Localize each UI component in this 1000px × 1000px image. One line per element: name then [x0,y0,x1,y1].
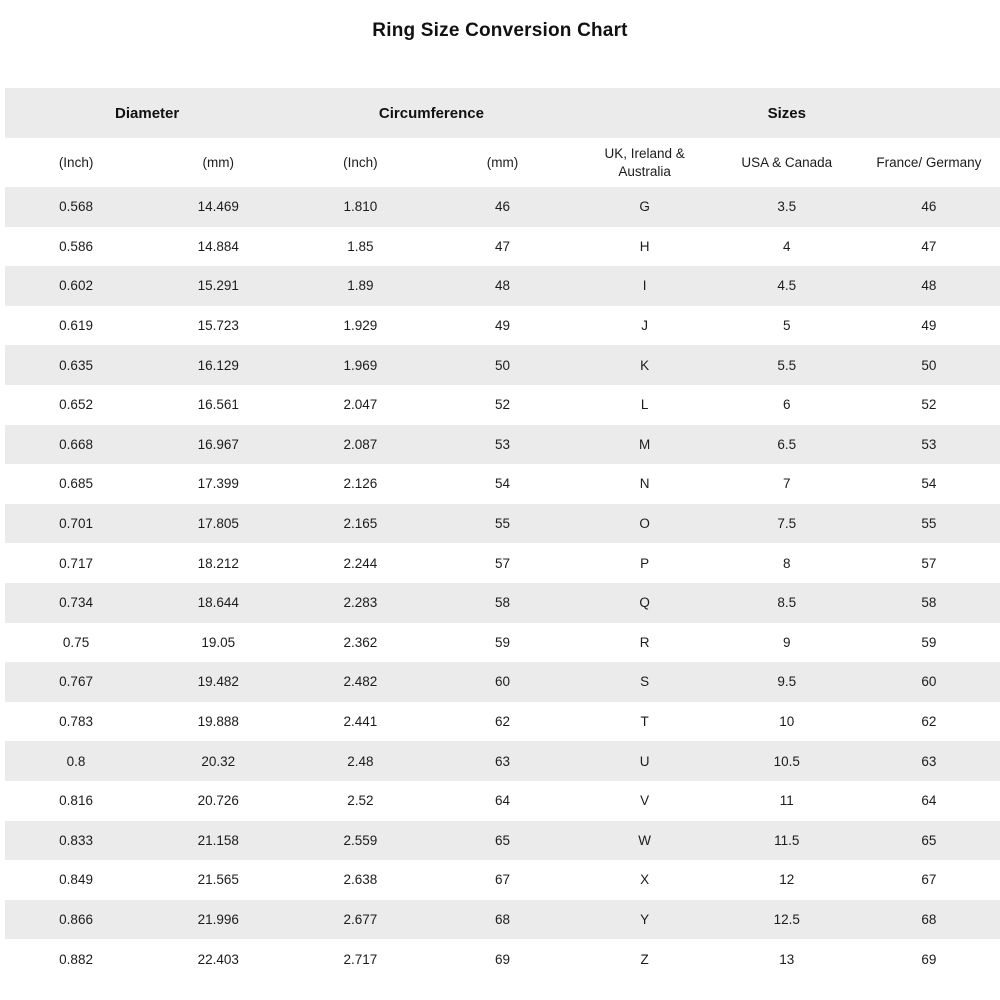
table-cell: 2.165 [343,516,378,532]
table-cell: 5.5 [777,357,797,373]
table-cell: 0.734 [59,595,93,611]
table-cell: 6.5 [777,436,797,452]
table-cell: 16.561 [197,397,239,413]
table-cell: 19.482 [197,674,239,690]
table-cell: T [640,714,649,730]
table-cell: J [641,318,648,334]
table-cell: 55 [494,516,510,532]
table-cell: 2.559 [343,832,378,848]
table-cell: 18.212 [197,555,239,571]
table-cell: 1.89 [347,278,374,294]
table-cell: 9 [783,634,791,650]
table-row [5,623,1000,663]
table-cell: 49 [494,318,510,334]
table-row [5,781,1000,821]
table-row [5,900,1000,940]
table-cell: 21.158 [197,832,239,848]
table-cell: 15.723 [197,318,239,334]
page-title: Ring Size Conversion Chart [372,20,628,41]
table-cell: 0.783 [59,714,93,730]
column-header-mm: (mm) [486,154,519,170]
table-cell: 0.668 [59,436,93,452]
table-cell: 2.677 [343,911,378,927]
table-cell: 46 [494,199,510,215]
table-cell: 67 [921,872,937,888]
table-cell: 67 [494,872,510,888]
table-cell: 13 [779,951,795,967]
table-cell: 2.717 [343,951,378,967]
table-cell: 2.283 [343,595,378,611]
table-row [5,385,1000,425]
table-cell: 4.5 [777,278,797,294]
table-row [5,266,1000,306]
table-cell: 0.717 [59,555,93,571]
table-row [5,425,1000,465]
table-cell: 10.5 [773,753,800,769]
table-row [5,860,1000,900]
table-cell: R [639,634,650,650]
table-cell: 2.52 [347,793,374,809]
table-cell: 2.126 [343,476,378,492]
table-row [5,345,1000,385]
table-cell: 12 [779,872,795,888]
table-cell: 63 [494,753,510,769]
table-cell: X [640,872,650,888]
table-cell: K [640,357,650,373]
table-cell: 8.5 [777,595,797,611]
table-cell: 49 [921,318,937,334]
table-cell: W [638,832,651,848]
table-cell: 1.969 [343,357,378,373]
table-cell: 58 [494,595,510,611]
table-cell: 60 [494,674,510,690]
table-cell: O [639,516,650,532]
table-cell: 65 [494,832,510,848]
table-row [5,939,1000,979]
table-cell: 0.8 [66,753,86,769]
table-cell: 2.482 [343,674,378,690]
table-row [5,306,1000,346]
table-cell: 11.5 [774,832,800,848]
column-header-uk-ireland-australia: UK, Ireland & Australia [604,145,685,179]
table-cell: 2.087 [343,436,378,452]
table-group-header-row [5,88,1000,138]
table-cell: 9.5 [777,674,797,690]
table-cell: 22.403 [197,951,239,967]
table-cell: 64 [921,793,937,809]
table-cell: 11 [779,793,794,809]
table-cell: 53 [494,436,510,452]
table-cell: 2.362 [343,634,378,650]
table-cell: 46 [921,199,937,215]
table-cell: 1.85 [347,238,374,254]
table-cell: 20.726 [197,793,239,809]
table-cell: 19.05 [201,634,236,650]
table-cell: 1.929 [343,318,378,334]
table-cell: 16.129 [197,357,239,373]
table-cell: 14.469 [197,199,239,215]
table-row [5,821,1000,861]
table-cell: 50 [921,357,937,373]
table-row [5,543,1000,583]
table-cell: 4 [783,238,791,254]
table-cell: 59 [494,634,510,650]
table-cell: 2.244 [343,555,378,571]
table-cell: 16.967 [197,436,239,452]
table-cell: G [639,199,650,215]
table-cell: 48 [494,278,510,294]
table-cell: 21.565 [197,872,239,888]
table-cell: 48 [921,278,937,294]
table-cell: 0.619 [59,318,93,334]
table-cell: 52 [494,397,510,413]
table-cell: S [640,674,650,690]
table-cell: 64 [494,793,510,809]
table-row [5,741,1000,781]
table-cell: 2.48 [347,753,374,769]
table-cell: 0.849 [59,872,93,888]
table-cell: 19.888 [197,714,239,730]
table-cell: M [639,436,651,452]
table-cell: 14.884 [197,238,239,254]
table-cell: 0.767 [59,674,93,690]
group-header-sizes: Sizes [767,104,806,122]
table-cell: 0.635 [59,357,93,373]
column-header-mm: (mm) [202,154,234,170]
table-row [5,187,1000,227]
group-header-diameter: Diameter [115,104,180,122]
table-cell: 68 [921,911,937,927]
table-cell: V [640,793,650,809]
table-cell: Z [640,951,649,967]
table-cell: 7 [783,476,791,492]
table-cell: 3.5 [777,199,797,215]
table-cell: 0.685 [59,476,93,492]
table-cell: 69 [921,951,937,967]
table-cell: 7.5 [777,516,797,532]
table-cell: 0.816 [59,793,93,809]
table-cell: 6 [783,397,791,413]
table-body [5,187,1000,979]
table-cell: 58 [921,595,937,611]
table-row [5,227,1000,267]
table-cell: 8 [783,555,791,571]
table-cell: 1.810 [343,199,378,215]
table-cell: 57 [921,555,937,571]
table-cell: 47 [921,238,937,254]
table-cell: 59 [921,634,937,650]
table-cell: 53 [921,436,937,452]
table-cell: L [640,397,649,413]
table-cell: 12.5 [773,911,800,927]
table-row [5,583,1000,623]
table-cell: 2.638 [343,872,378,888]
table-cell: 0.602 [59,278,93,294]
table-row [5,464,1000,504]
table-cell: 20.32 [201,753,236,769]
ring-size-conversion-table [5,88,1000,979]
table-cell: N [639,476,650,492]
table-cell: 15.291 [197,278,239,294]
table-cell: 62 [921,714,937,730]
table-cell: P [640,555,650,571]
table-cell: 0.568 [59,199,93,215]
table-cell: 57 [494,555,510,571]
table-cell: 68 [494,911,510,927]
table-cell: 5 [783,318,791,334]
table-cell: 54 [494,476,510,492]
table-cell: 54 [921,476,937,492]
table-cell: 21.996 [197,911,239,927]
column-header-inch: (Inch) [343,154,378,170]
table-cell: 17.399 [197,476,239,492]
table-cell: Q [639,595,650,611]
table-cell: 52 [921,397,937,413]
table-cell: 0.866 [59,911,93,927]
column-header-france-germany: France/ Germany [876,154,982,170]
table-cell: 18.644 [197,595,239,611]
table-cell: Y [640,911,650,927]
column-header-usa-canada: USA & Canada [741,154,833,170]
group-header-circumference: Circumference [378,104,484,122]
table-cell: 55 [921,516,937,532]
table-cell: 63 [921,753,937,769]
table-column-header-row [5,138,1000,187]
table-cell: 0.586 [59,238,93,254]
table-cell: 0.75 [62,634,90,650]
table-cell: 0.833 [59,832,93,848]
table-cell: 47 [494,238,510,254]
table-cell: 0.652 [59,397,93,413]
table-cell: 0.701 [59,516,93,532]
column-header-inch: (Inch) [58,154,94,170]
table-cell: 65 [921,832,937,848]
table-row [5,504,1000,544]
table-row [5,702,1000,742]
table-cell: 17.805 [197,516,239,532]
table-cell: 10 [779,714,795,730]
table-cell: 0.882 [59,951,93,967]
table-cell: 69 [494,951,510,967]
table-cell: 2.047 [343,397,378,413]
table-row [5,662,1000,702]
table-cell: U [639,753,650,769]
table-cell: I [642,278,647,294]
table-cell: H [639,238,650,254]
table-cell: 50 [494,357,510,373]
table-cell: 2.441 [343,714,378,730]
table-cell: 60 [921,674,937,690]
table-cell: 62 [494,714,510,730]
